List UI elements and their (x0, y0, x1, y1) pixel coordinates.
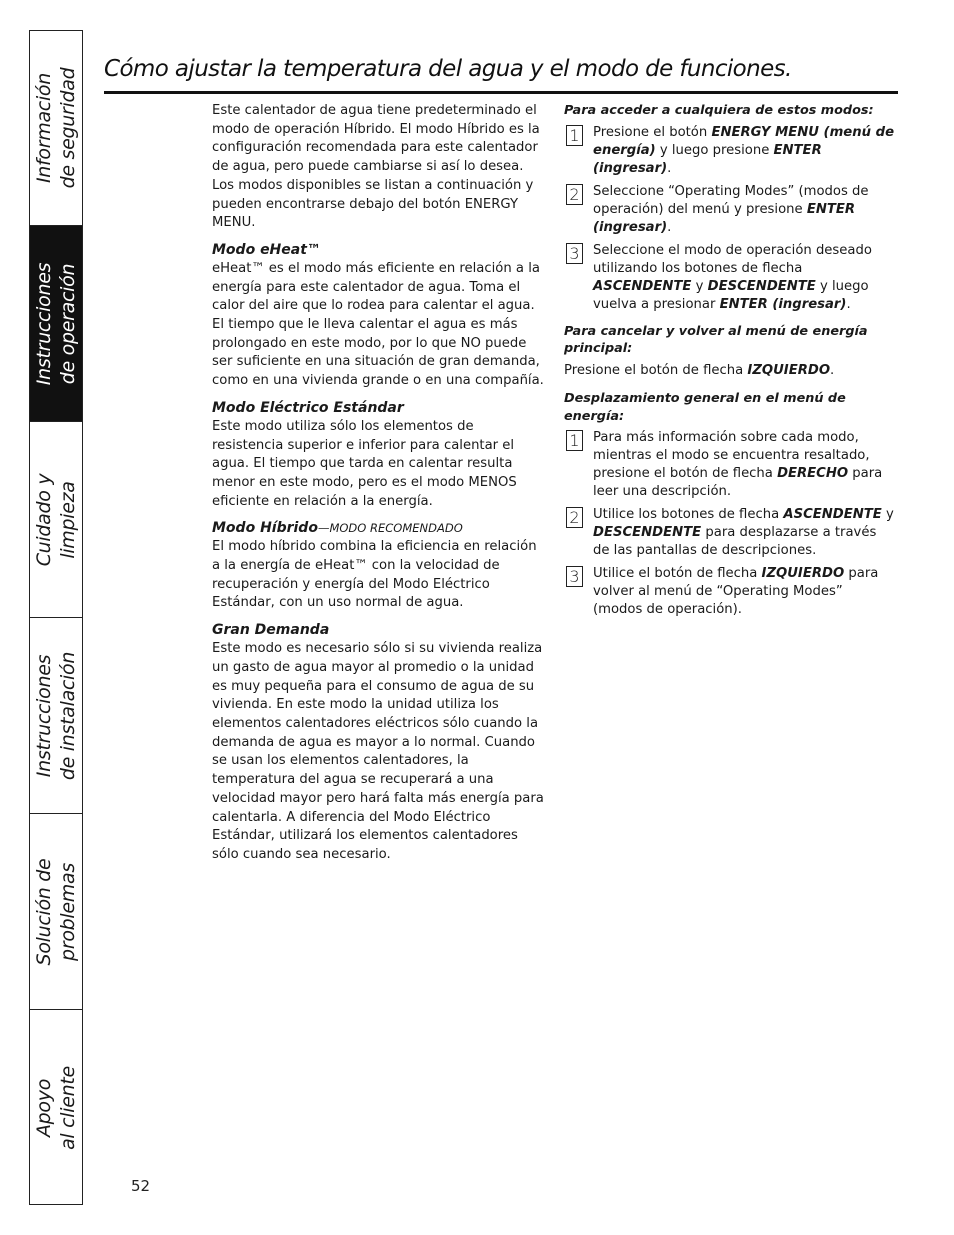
step-item (564, 565, 896, 619)
tab-label: Solución de problemas (33, 858, 79, 965)
mode-description: Este modo utiliza sólo los elementos de resistencia superior e inferior para calentar el agua. El tiempo que tarda en calentar resulta menor en este modo, pero es el modo MENOS eficiente en relación a la energía. (212, 418, 517, 509)
step-number: 2 (566, 507, 583, 528)
step-number: 3 (566, 566, 583, 587)
cancel-heading: Para cancelar y volver al menú de energía principal: (564, 323, 868, 356)
intro-paragraph: Este calentador de agua tiene predeterminado el modo de operación Híbrido. El modo Híbrido es la configuración recomendada para este calentador de agua, pero puede cambiarse si así lo desea. Los modos disponibles se listan a continuación y pueden encontrarse debajo del botón ENERGY MENU. (212, 103, 540, 231)
mode-heading: Modo Eléctrico Estándar (212, 399, 404, 416)
tab-label: Información de seguridad (33, 67, 79, 189)
step-text: Utilice el botón de flecha IZQUIERDO para volver al menú de “Operating Modes” (modos de operación). (593, 566, 879, 618)
mode-description: Este modo es necesario sólo si su vivienda realiza un gasto de agua mayor al promedio o la unidad es muy pequeña para el consumo de agua de su vivienda. En este modo la unidad utiliza los elementos calentadores eléctricos sólo cuando la demanda de agua es mayor a lo normal. Cuando se usan los elementos calentadores, la temperatura del agua se recuperará a una velocidad mayor pero hará falta más energía para calentarla. A diferencia del Modo Eléctrico Estándar, utilizará los elementos calentadores sólo cuando sea necesario. (212, 641, 544, 862)
mode-description: El modo híbrido combina la eficiencia en relación a la energía de eHeat™ con la velocidad de recuperación y energía del Modo Eléctrico Estándar, con un uso normal de agua. (212, 539, 537, 611)
tab-label: Cuidado y limpieza (33, 473, 79, 566)
mode-heading: Modo eHeat™ (212, 241, 321, 258)
page-title: Cómo ajustar la temperatura del agua y el modo de funciones. (104, 56, 792, 82)
cancel-instruction: Presione el botón de flecha IZQUIERDO. (564, 362, 835, 378)
step-text: Seleccione “Operating Modes” (modos de operación) del menú y presione ENTER (ingresar). (593, 183, 869, 235)
step-item (564, 506, 896, 560)
step-number: 1 (566, 125, 583, 146)
title-rule (104, 91, 898, 94)
tab-cuidado-y-limpieza[interactable] (30, 422, 82, 618)
step-item (564, 124, 896, 178)
tab-instrucciones-de-operacion[interactable] (30, 226, 82, 422)
step-item (564, 429, 896, 501)
section-tab-bar (29, 30, 83, 1205)
mode-heading: Modo Híbrido—MODO RECOMENDADO (212, 520, 463, 537)
tab-label: Instrucciones de instalación (33, 651, 79, 780)
tab-informacion-de-seguridad[interactable] (30, 31, 82, 226)
tab-apoyo-al-cliente[interactable] (30, 1010, 82, 1206)
step-text: Utilice los botones de flecha ASCENDENTE y DESCENDENTE para desplazarse a través de las pantallas de descripciones. (593, 507, 894, 559)
tab-label: Instrucciones de operación (33, 262, 79, 385)
scroll-heading: Desplazamiento general en el menú de energía: (564, 391, 846, 424)
step-number: 2 (566, 184, 583, 205)
step-text: Para más información sobre cada modo, mientras el modo se encuentra resaltado, presione el botón de flecha DERECHO para leer una descripción. (593, 430, 883, 500)
mode-recommended-note: —MODO RECOMENDADO (317, 521, 463, 536)
step-item (564, 183, 896, 237)
tab-label: Apoyo al cliente (33, 1066, 79, 1150)
step-text: Presione el botón ENERGY MENU (menú de energía) y luego presione ENTER (ingresar). (593, 124, 895, 176)
access-modes-heading: Para acceder a cualquiera de estos modos: (564, 103, 874, 118)
step-number: 1 (566, 430, 583, 451)
mode-description: eHeat™ es el modo más eficiente en relación a la energía para este calentador de agua. Toma el calor del aire que lo rodea para calentar el agua. El tiempo que le lleva calentar el agua es más prolongado en este modo, por lo que NO puede ser suficiente en una situación de gran demanda, como en una vivienda grande o en una compañía. (212, 260, 544, 389)
step-number: 3 (566, 243, 583, 264)
modes-column (212, 102, 548, 873)
tab-instrucciones-de-instalacion[interactable] (30, 618, 82, 814)
page-number: 52 (131, 1177, 151, 1195)
tab-solucion-de-problemas[interactable] (30, 814, 82, 1010)
mode-heading: Gran Demanda (212, 622, 330, 639)
step-text: Seleccione el modo de operación deseado utilizando los botones de flecha ASCENDENTE y DESCENDENTE y luego vuelva a presionar ENTER (ingresar). (593, 242, 872, 312)
instructions-column (564, 102, 896, 624)
step-item (564, 242, 896, 314)
